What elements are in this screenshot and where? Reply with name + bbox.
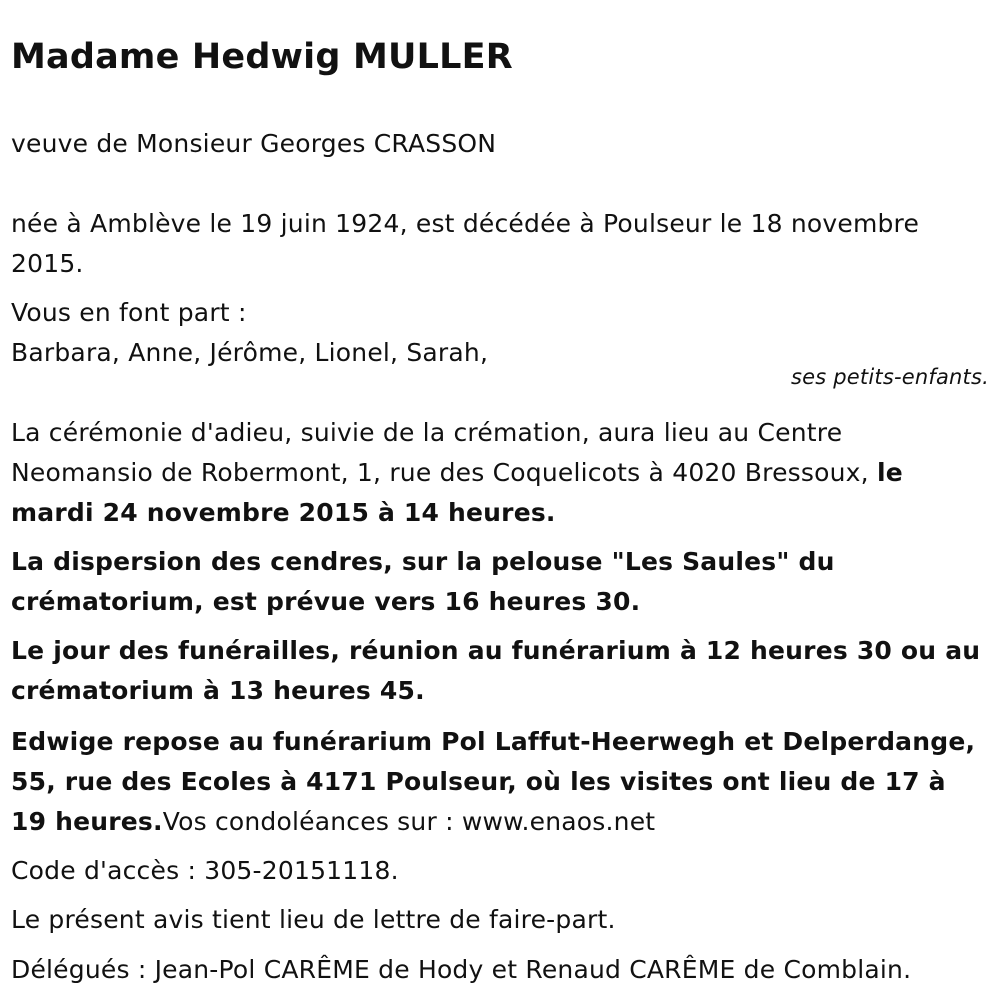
- birth-death-paragraph: née à Amblève le 19 juin 1924, est décédée à Poulseur le 18 novembre 2015.: [11, 209, 920, 278]
- grandchildren-role: ses petits-enfants.: [791, 365, 989, 389]
- funeral-gathering-paragraph: Le jour des funérailles, réunion au funérarium à 12 heures 30 ou au crématorium à 13 heures 45.: [11, 636, 981, 705]
- notice-statement: Le présent avis tient lieu de lettre de faire-part.: [11, 905, 616, 934]
- grandchildren-names: Barbara, Anne, Jérôme, Lionel, Sarah,: [11, 338, 489, 367]
- announced-by-label: Vous en font part :: [11, 298, 247, 327]
- widow-line: veuve de Monsieur Georges CRASSON: [11, 129, 497, 158]
- delegates-line: Délégués : Jean-Pol CARÊME de Hody et Renaud CARÊME de Comblain.: [11, 955, 912, 984]
- access-code-line: Code d'accès : 305-20151118.: [11, 856, 399, 885]
- ceremony-paragraph: [11, 413, 989, 533]
- repose-location-hours: Edwige repose au funérarium Pol Laffut-Heerwegh et Delperdange, 55, rue des Ecoles à 4171 Poulseur, où les visites ont lieu de 17 à 19 heures.: [11, 727, 976, 836]
- condolences-link-text: Vos condoléances sur : www.enaos.net: [162, 807, 656, 836]
- ash-dispersal-paragraph: La dispersion des cendres, sur la pelouse "Les Saules" du crématorium, est prévue vers 16 heures 30.: [11, 547, 835, 616]
- deceased-name-title: Madame Hedwig MULLER: [11, 37, 513, 77]
- repose-paragraph: [11, 722, 989, 842]
- ceremony-location-text: La cérémonie d'adieu, suivie de la crémation, aura lieu au Centre Neomansio de Robermont, 1, rue des Coquelicots à 4020 Bressoux,: [11, 418, 877, 487]
- ceremony-date-time: le mardi 24 novembre 2015 à 14 heures.: [11, 458, 903, 527]
